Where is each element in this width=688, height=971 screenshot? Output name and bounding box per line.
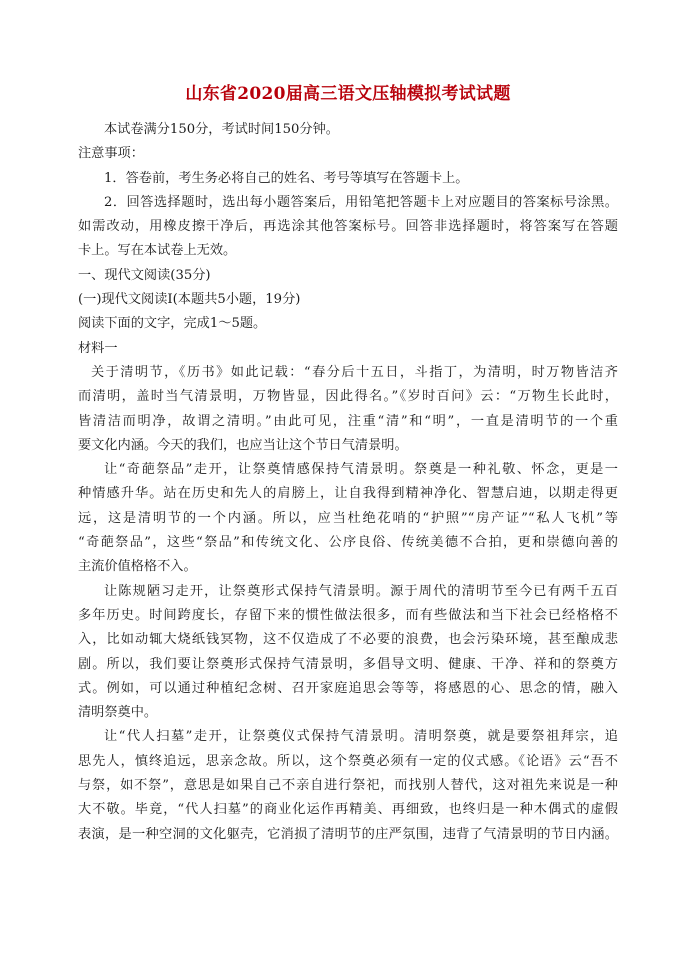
- paragraph-4-line-3: 与祭，如不祭”，意思是如果自己不亲自进行祭祀，而找别人替代，这对祖先来说是一种: [78, 778, 618, 794]
- exam-page: [78, 82, 618, 847]
- paragraph-2-line-1: 让“奇葩祭品”走开，让祭奠情感保持气清景明。祭奠是一种礼敬、怀念，更是一: [104, 462, 618, 478]
- paragraph-4-line-1: 让“代人扫墓”走开，让祭奠仪式保持气清景明。清明祭奠，就是要祭祖拜宗，追: [104, 729, 618, 745]
- note-1: 1．答卷前，考生务必将自己的姓名、考号等填写在答题卡上。: [104, 170, 469, 186]
- paragraph-1-line-1: 关于清明节，《历书》如此记载：“春分后十五日，斗指丁，为清明，时万物皆洁齐: [91, 364, 618, 380]
- paragraph-4-line-2: 思先人，慎终追远，思亲念故。所以，这个祭奠必须有一定的仪式感。《论语》云“吾不: [78, 753, 618, 769]
- paragraph-4-line-4: 大不敬。毕竟，“代人扫墓”的商业化运作再精美、再细致，也终归是一种木偶式的虚假: [78, 802, 618, 818]
- paragraph-2-line-3: 远，这是清明节的一个内涵。所以，应当杜绝花哨的“护照”“房产证”“私人飞机”等: [78, 510, 618, 526]
- note-2-line-2: 如需改动，用橡皮擦干净后，再选涂其他答案标号。回答非选择题时，将答案写在答题: [78, 219, 618, 235]
- note-2-line-1: 2．回答选择题时，选出每小题答案后，用铅笔把答题卡上对应题目的答案标号涂黑。: [104, 194, 618, 210]
- paragraph-2-line-2: 种情感升华。站在历史和先人的肩膀上，让自我得到精神净化、智慧启迪，以期走得更: [78, 486, 618, 502]
- paragraph-3-line-2: 多年历史。时间跨度长，存留下来的惯性做法很多，而有些做法和当下社会已经格格不: [78, 607, 618, 623]
- intro-text: 本试卷满分150分，考试时间150分钟。: [104, 122, 339, 137]
- section-heading: 一、现代文阅读(35分): [78, 267, 211, 283]
- paragraph-1-line-4: 要文化内涵。今天的我们，也应当让这个节日气清景明。: [78, 437, 408, 453]
- paragraph-2-line-5: 主流价值格格不入。: [78, 559, 197, 575]
- paragraph-3-line-4: 剧。所以，我们要让祭奠形式保持气清景明，多倡导文明、健康、干净、祥和的祭奠方: [78, 656, 618, 672]
- paragraph-1-line-2: 而清明，盖时当气清景明，万物皆显，因此得名。”《岁时百问》云：“万物生长此时，: [78, 389, 618, 405]
- note-2-line-3: 卡上。写在本试卷上无效。: [78, 243, 237, 259]
- page-title: 山东省2020届高三语文压轴模拟考试试题: [185, 84, 511, 104]
- instruction-text: 阅读下面的文字，完成1～5题。: [78, 316, 267, 332]
- subsection-heading: (一)现代文阅读Ⅰ(本题共5小题，19分): [78, 292, 301, 308]
- paragraph-2-line-4: “奇葩祭品”，这些“祭品”和传统文化、公序良俗、传统美德不合拍，更和崇德向善的: [78, 535, 618, 551]
- paragraph-3-line-6: 清明祭奠中。: [78, 705, 158, 721]
- paragraph-3-line-1: 让陈规陋习走开，让祭奠形式保持气清景明。源于周代的清明节至今已有两千五百: [104, 583, 618, 599]
- paragraph-3-line-5: 式。例如，可以通过种植纪念树、召开家庭追思会等等，将感恩的心、思念的情，融入: [78, 680, 618, 696]
- notes-heading: 注意事项：: [78, 146, 144, 162]
- material-label: 材料一: [78, 340, 118, 356]
- paragraph-3-line-3: 入，比如动辄大烧纸钱冥物，这不仅造成了不必要的浪费，也会污染环境，甚至酿成悲: [78, 632, 618, 648]
- paragraph-1-line-3: 皆清洁而明净，故谓之清明。”由此可见，注重“清”和“明”，一直是清明节的一个重: [78, 413, 618, 429]
- paragraph-4-line-5: 表演，是一种空洞的文化躯壳，它消损了清明节的庄严氛围，违背了气清景明的节日内涵。: [78, 826, 618, 842]
